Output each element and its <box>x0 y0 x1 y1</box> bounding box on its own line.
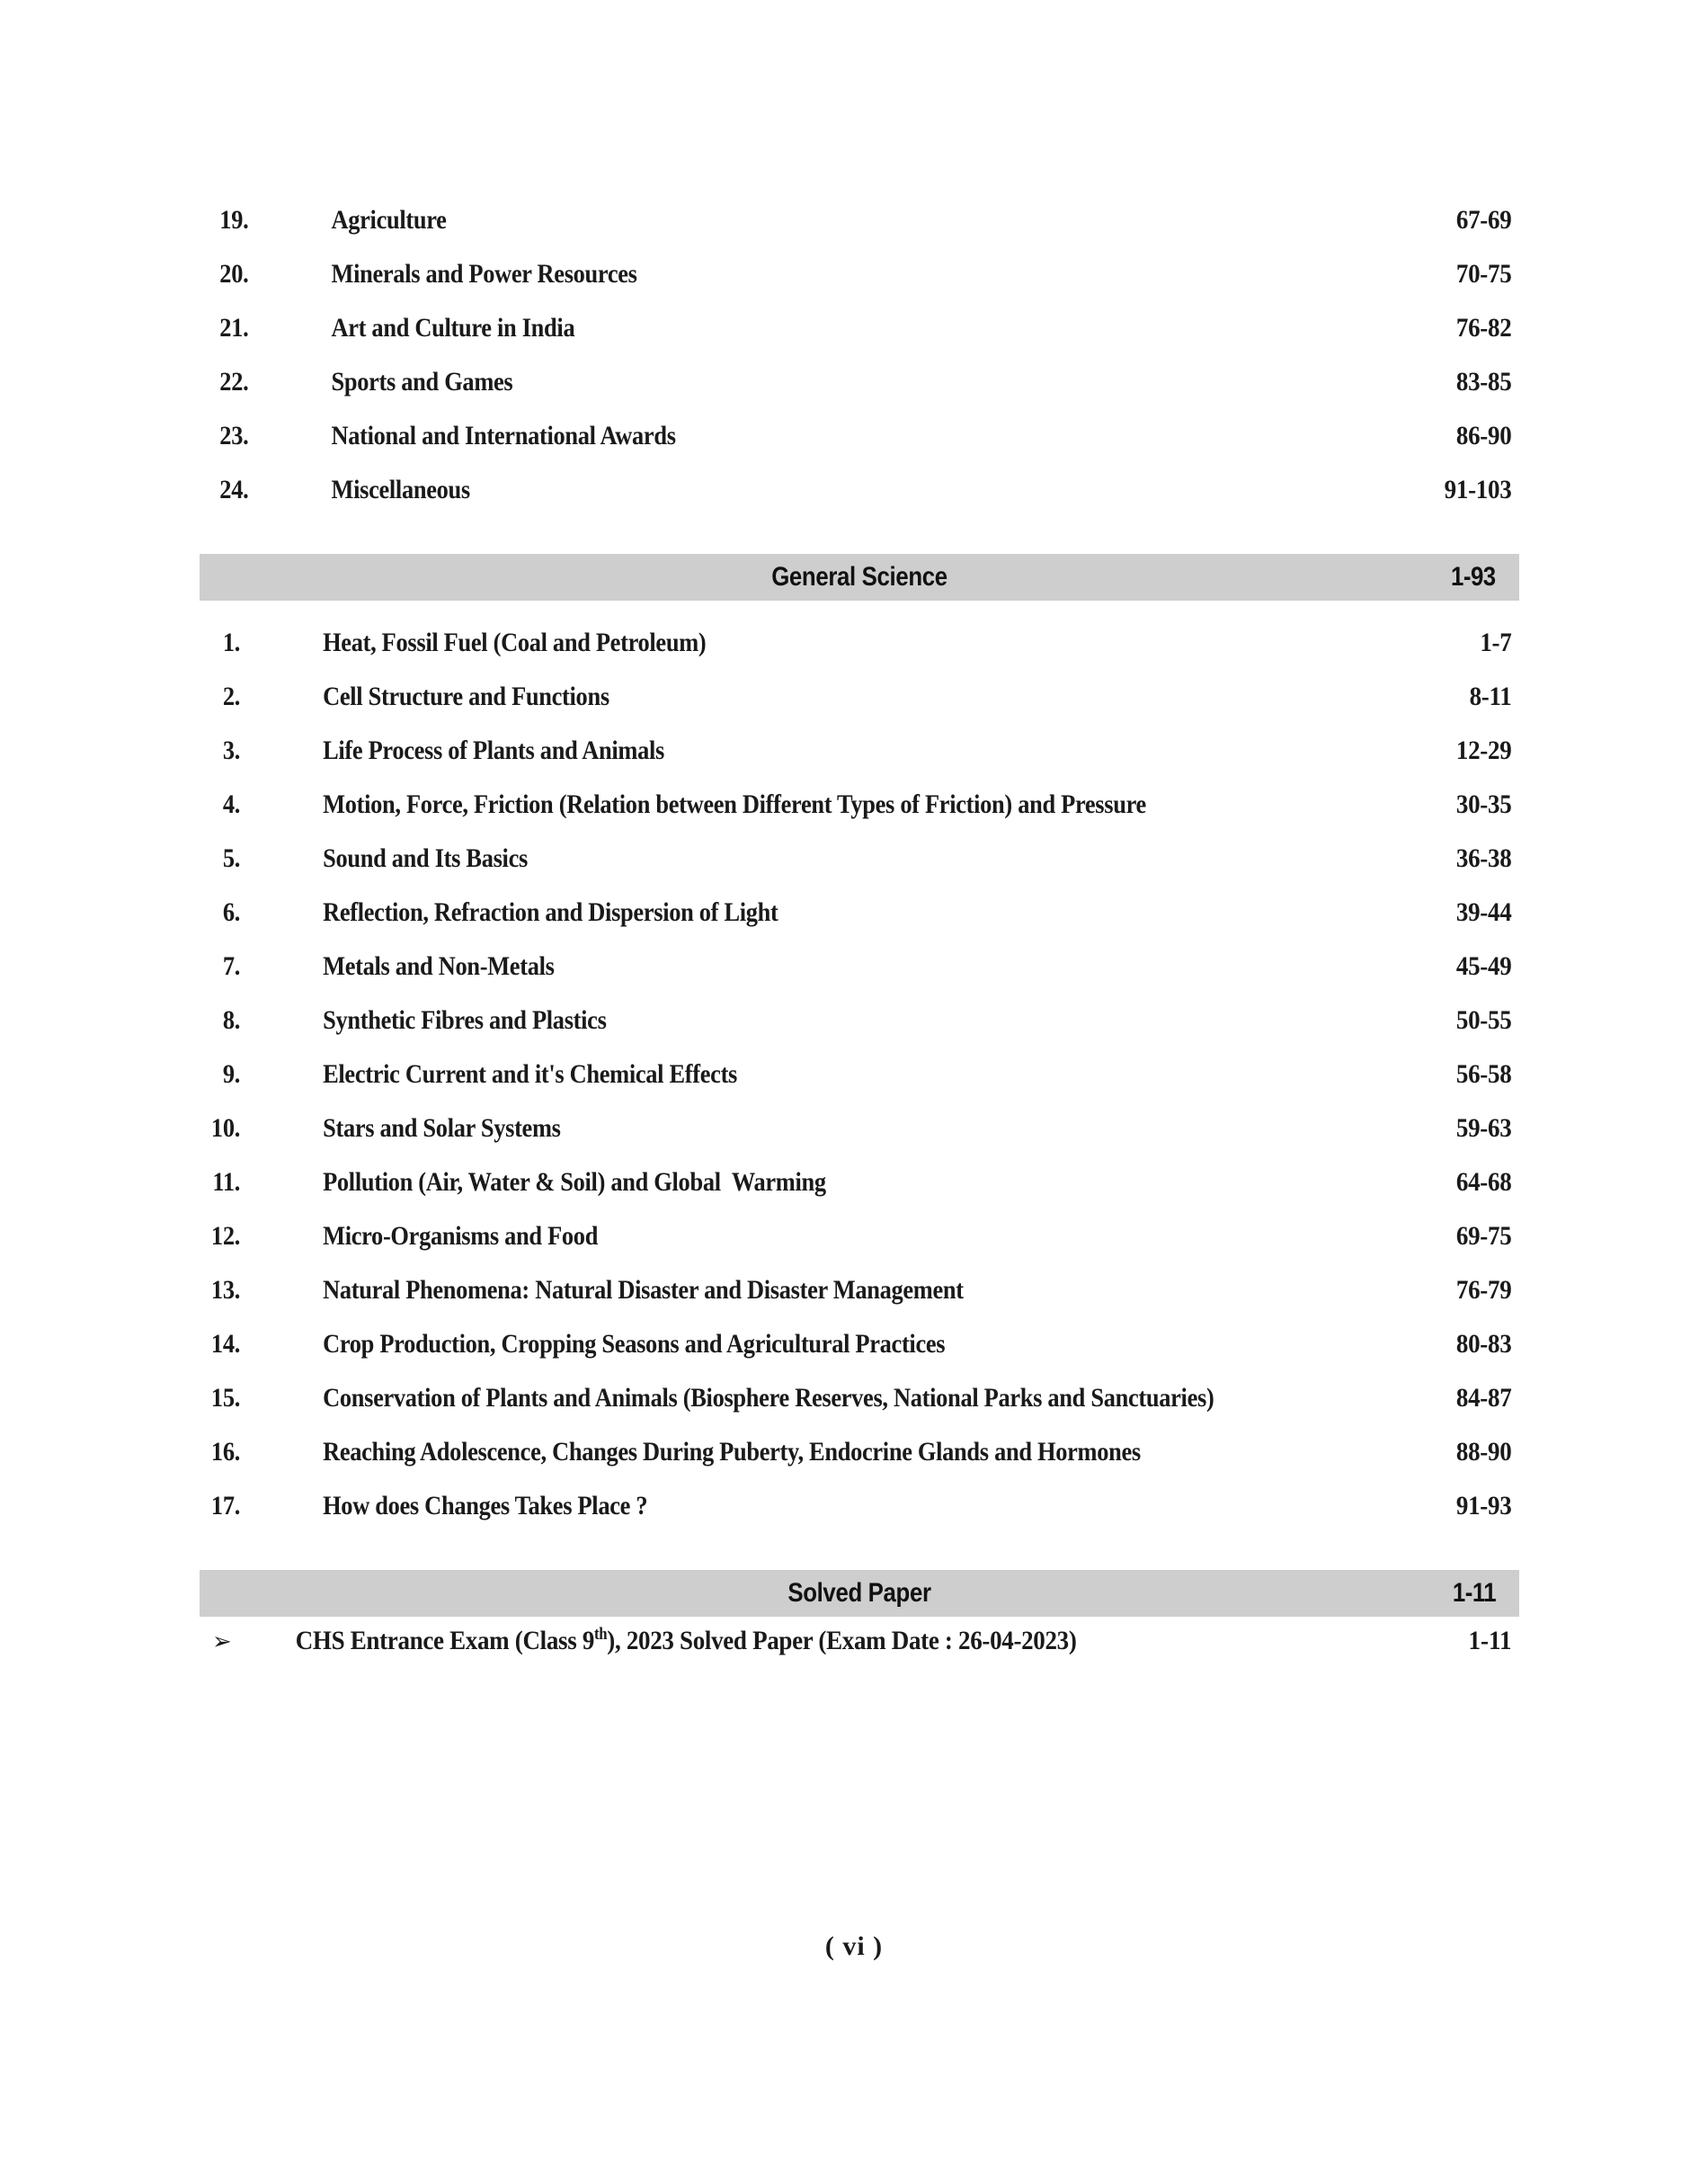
toc-row[interactable] <box>200 205 1519 259</box>
toc-item-number: 1. <box>222 628 241 657</box>
toc-row[interactable] <box>200 682 1519 736</box>
toc-item-number: 14. <box>210 1329 241 1359</box>
toc-item-pages: 1-7 <box>1480 628 1512 657</box>
toc-item-pages: 45-49 <box>1455 951 1512 981</box>
toc-item-title: Reflection, Refraction and Dispersion of Light <box>323 897 778 927</box>
solved-paper-entry[interactable] <box>200 1617 1519 1671</box>
section-header-general-science[interactable] <box>200 554 1519 601</box>
entry-text-after-superscript: ), 2023 Solved Paper (Exam Date : 26-04-2023) <box>607 1626 1077 1655</box>
toc-row[interactable] <box>200 259 1519 313</box>
toc-row[interactable] <box>200 1329 1519 1383</box>
toc-content <box>200 205 1519 1671</box>
toc-row[interactable] <box>200 951 1519 1005</box>
toc-item-number: 24. <box>219 475 249 504</box>
toc-row[interactable] <box>200 1059 1519 1113</box>
toc-item-number: 16. <box>210 1437 241 1467</box>
toc-row[interactable] <box>200 475 1519 529</box>
toc-item-title: Minerals and Power Resources <box>331 259 637 289</box>
toc-item-pages: 70-75 <box>1455 259 1512 289</box>
toc-item-title: Synthetic Fibres and Plastics <box>323 1005 607 1035</box>
toc-item-title: Pollution (Air, Water & Soil) and Global Warming <box>323 1167 826 1197</box>
toc-item-title: Motion, Force, Friction (Relation between Different Types of Friction) and Pressure <box>323 789 1146 819</box>
toc-item-number: 11. <box>212 1167 241 1197</box>
toc-item-pages: 91-93 <box>1455 1491 1512 1520</box>
toc-row[interactable] <box>200 843 1519 897</box>
spacer <box>200 601 1519 628</box>
toc-item-number: 8. <box>222 1005 241 1035</box>
toc-item-title: Micro-Organisms and Food <box>323 1221 599 1251</box>
toc-row[interactable] <box>200 736 1519 789</box>
toc-item-title: Natural Phenomena: Natural Disaster and Disaster Management <box>323 1275 964 1305</box>
toc-item-number: 21. <box>219 313 249 343</box>
toc-item-pages: 12-29 <box>1455 736 1512 765</box>
toc-item-pages: 76-79 <box>1455 1275 1512 1305</box>
toc-item-title: Sports and Games <box>331 367 513 397</box>
toc-item-number: 15. <box>210 1383 241 1413</box>
page-number-footer: ( vi ) <box>824 1931 884 1961</box>
toc-item-pages: 88-90 <box>1455 1437 1512 1467</box>
toc-item-pages: 86-90 <box>1455 421 1512 450</box>
toc-item-title: How does Changes Takes Place ? <box>323 1491 648 1520</box>
continued-section-list <box>200 205 1519 529</box>
toc-item-title: Stars and Solar Systems <box>323 1113 561 1143</box>
toc-item-pages: 8-11 <box>1469 682 1512 711</box>
solved-paper-entry-title <box>296 1626 1311 1656</box>
toc-item-pages: 39-44 <box>1455 897 1512 927</box>
toc-item-number: 6. <box>222 897 241 927</box>
section-header-solved-paper[interactable] <box>200 1570 1519 1617</box>
toc-item-number: 19. <box>219 205 249 235</box>
section-header-pages: 1-11 <box>1452 1578 1497 1608</box>
entry-text-before-superscript: CHS Entrance Exam (Class 9 <box>295 1626 595 1655</box>
toc-item-number: 22. <box>219 367 249 397</box>
toc-row[interactable] <box>200 1383 1519 1437</box>
toc-item-number: 3. <box>222 736 241 765</box>
toc-row[interactable] <box>200 1221 1519 1275</box>
toc-item-number: 5. <box>222 843 241 873</box>
solved-paper-entry-pages: 1-11 <box>1468 1626 1512 1655</box>
toc-item-title: Crop Production, Cropping Seasons and Agricultural Practices <box>323 1329 946 1359</box>
toc-row[interactable] <box>200 421 1519 475</box>
toc-row[interactable] <box>200 897 1519 951</box>
toc-item-pages: 50-55 <box>1455 1005 1512 1035</box>
toc-item-pages: 69-75 <box>1455 1221 1512 1251</box>
toc-row[interactable] <box>200 313 1519 367</box>
toc-row[interactable] <box>200 789 1519 843</box>
toc-item-title: Cell Structure and Functions <box>323 682 609 711</box>
toc-item-title: Agriculture <box>331 205 447 235</box>
toc-item-pages: 76-82 <box>1455 313 1512 343</box>
section-header-pages: 1-93 <box>1451 562 1496 592</box>
toc-row[interactable] <box>200 1005 1519 1059</box>
toc-row[interactable] <box>200 1113 1519 1167</box>
toc-row[interactable] <box>200 1437 1519 1491</box>
toc-item-title: Electric Current and it's Chemical Effects <box>323 1059 738 1089</box>
toc-row[interactable] <box>200 367 1519 421</box>
toc-item-pages: 67-69 <box>1455 205 1512 235</box>
arrow-bullet-icon: ➢ <box>212 1628 232 1655</box>
general-science-list <box>200 628 1519 1545</box>
toc-row[interactable] <box>200 1275 1519 1329</box>
toc-item-title: Art and Culture in India <box>331 313 575 343</box>
toc-item-title: Heat, Fossil Fuel (Coal and Petroleum) <box>323 628 707 657</box>
toc-item-number: 2. <box>222 682 241 711</box>
toc-row[interactable] <box>200 1491 1519 1545</box>
toc-item-title: Conservation of Plants and Animals (Biosphere Reserves, National Parks and Sanctuaries) <box>323 1383 1214 1413</box>
toc-item-title: Metals and Non-Metals <box>323 951 555 981</box>
toc-item-title: Life Process of Plants and Animals <box>323 736 665 765</box>
toc-item-title: Miscellaneous <box>331 475 470 504</box>
toc-row[interactable] <box>200 628 1519 682</box>
toc-item-number: 13. <box>210 1275 241 1305</box>
toc-item-pages: 36-38 <box>1455 843 1512 873</box>
toc-item-title: Sound and Its Basics <box>323 843 528 873</box>
toc-item-pages: 84-87 <box>1455 1383 1512 1413</box>
section-header-title: Solved Paper <box>787 1578 931 1608</box>
toc-item-pages: 59-63 <box>1455 1113 1512 1143</box>
toc-item-title: Reaching Adolescence, Changes During Puberty, Endocrine Glands and Hormones <box>323 1437 1141 1467</box>
toc-item-pages: 83-85 <box>1455 367 1512 397</box>
toc-item-pages: 91-103 <box>1444 475 1512 504</box>
toc-item-number: 17. <box>210 1491 241 1520</box>
toc-item-pages: 80-83 <box>1455 1329 1512 1359</box>
toc-item-number: 23. <box>219 421 249 450</box>
toc-item-number: 9. <box>222 1059 241 1089</box>
spacer <box>200 1545 1519 1570</box>
toc-item-number: 20. <box>219 259 249 289</box>
toc-item-number: 12. <box>210 1221 241 1251</box>
entry-ordinal-superscript: th <box>594 1625 608 1644</box>
toc-item-number: 10. <box>210 1113 241 1143</box>
toc-item-pages: 64-68 <box>1455 1167 1512 1197</box>
toc-item-number: 4. <box>222 789 241 819</box>
section-header-title: General Science <box>771 562 947 592</box>
toc-item-pages: 56-58 <box>1455 1059 1512 1089</box>
toc-item-pages: 30-35 <box>1455 789 1512 819</box>
toc-row[interactable] <box>200 1167 1519 1221</box>
toc-item-title: National and International Awards <box>331 421 676 450</box>
spacer <box>200 529 1519 554</box>
toc-item-number: 7. <box>222 951 241 981</box>
